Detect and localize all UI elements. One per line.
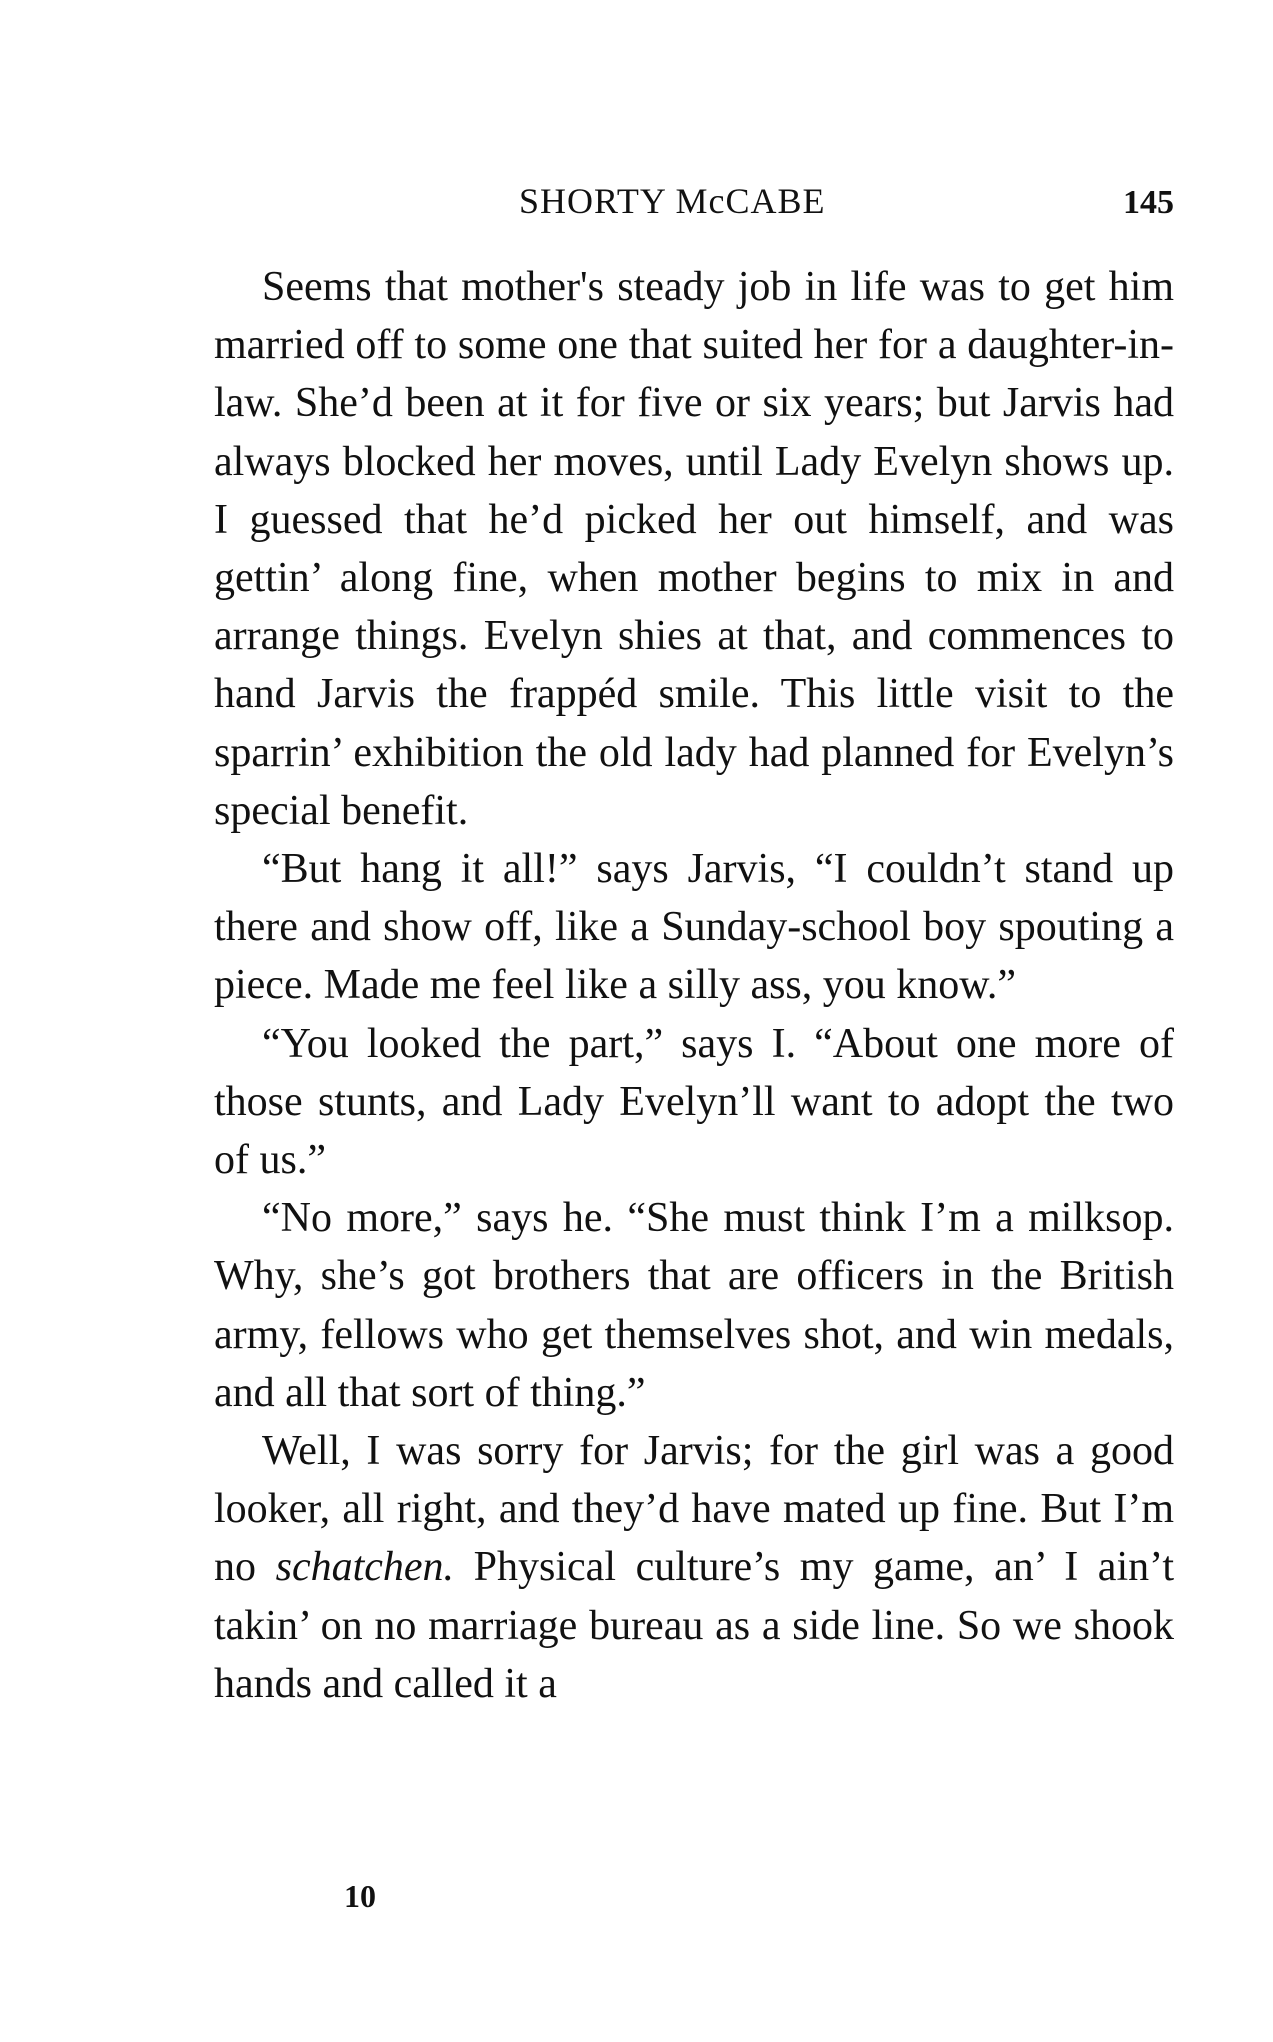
signature-mark: 10 (344, 1878, 376, 1914)
paragraph-text: “But hang it all!” says Jarvis, “I couldn’t stand up there and show off, like a Sunday-school boy spouting a piece. Made me feel like a silly ass, you know.” (214, 846, 1174, 1009)
paragraph (214, 1015, 1174, 1190)
paragraph-text: Seems that mother's steady job in life was to get him married off to some one that suited her for a daughter-in-law. She’d been at it for five or six years; but Jarvis had always blocked her moves, until Lady Evelyn shows up. I guessed that he’d picked her out himself, and was gettin’ along fine, when mother begins to mix in and arrange things. Evelyn shies at that, and commences to hand Jarvis the frappéd smile. This little visit to the sparrin’ exhibition the old lady had planned for Evelyn’s special benefit. (214, 264, 1174, 834)
paragraph (214, 258, 1174, 840)
paragraph (214, 1189, 1174, 1422)
page-number: 145 (1123, 184, 1174, 221)
paragraph (214, 1422, 1174, 1713)
running-title: SHORTY McCABE (519, 181, 826, 221)
paragraph-text: “No more,” says he. “She must think I’m a milksop. Why, she’s got brothers that are officers in the British army, fellows who get themselves shot, and win medals, and all that sort of thing.” (214, 1195, 1174, 1416)
page-header (214, 180, 1174, 230)
paragraph-text: “You looked the part,” says I. “About one more of those stunts, and Lady Evelyn’ll want to adopt the two of us.” (214, 1020, 1174, 1184)
paragraph (214, 840, 1174, 1015)
italic-word: schatchen. (275, 1544, 455, 1591)
body-text (214, 258, 1174, 1713)
paragraph-text: Well, I was sorry for Jarvis; for the girl was a good looker, all right, and they’d have mated up fine. But I’m no (214, 1428, 1174, 1591)
paragraph-text: Physical culture’s my game, an’ I ain’t takin’ on no marriage bureau as a side line. So we shook hands and called it a (214, 1544, 1175, 1707)
